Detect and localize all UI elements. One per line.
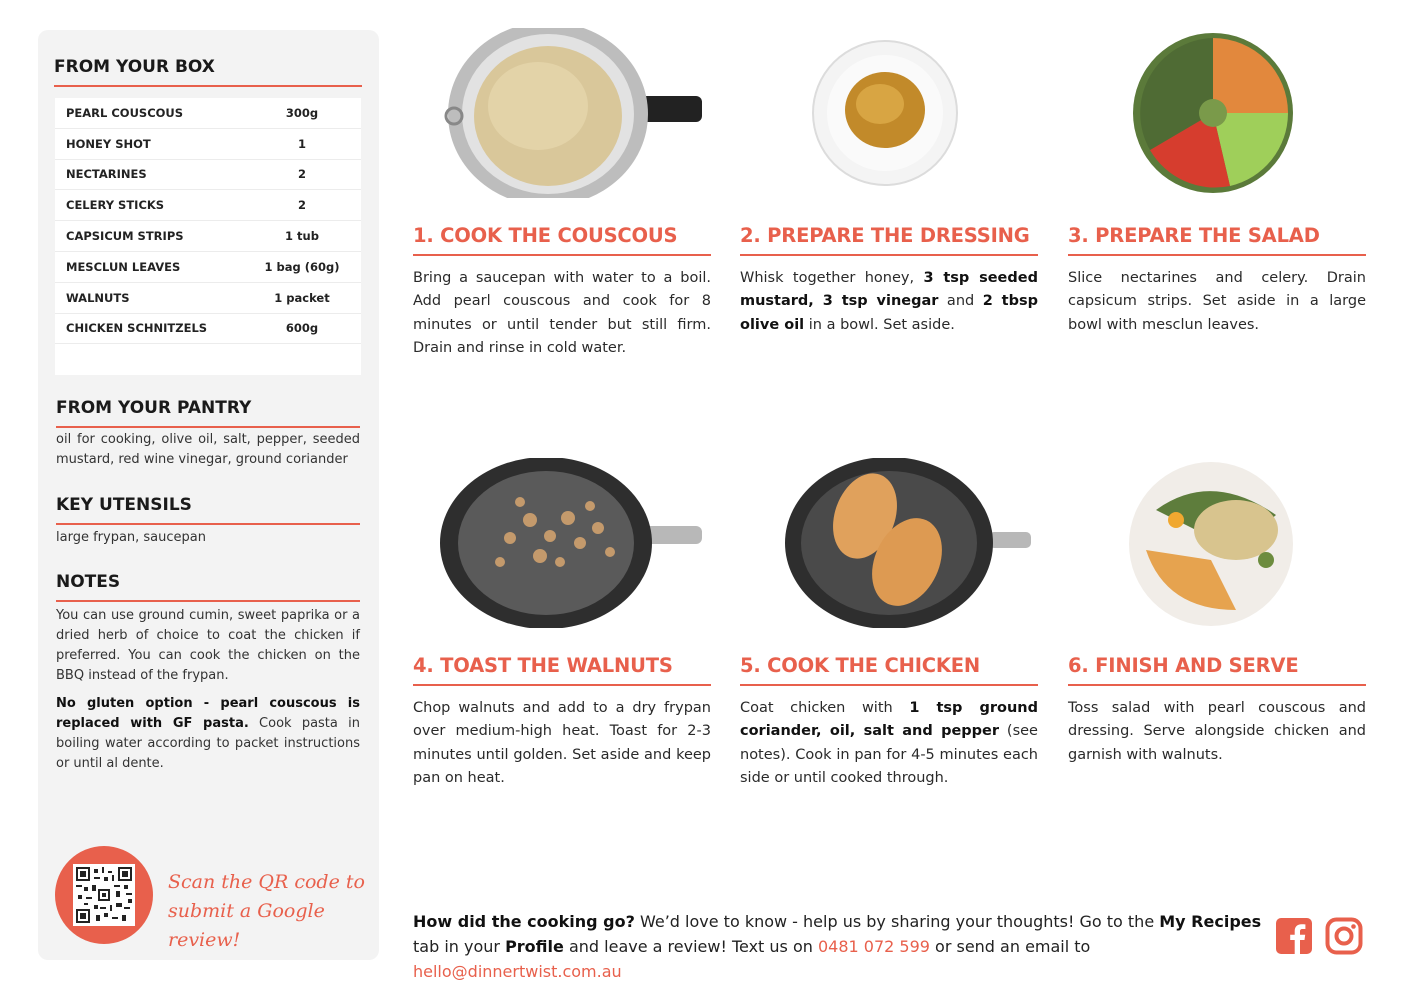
ingredient-row: [55, 190, 361, 221]
ingredient-qty: 1 packet: [274, 290, 330, 305]
step2-text-part: in a bowl. Set aside.: [804, 316, 955, 333]
feedback-part: and leave a review! Text us on: [563, 937, 818, 956]
qr-text-line1: Scan the QR code to: [168, 871, 365, 893]
ingredient-qty: 600g: [285, 321, 319, 336]
ingredient-name: CAPSICUM STRIPS: [66, 229, 184, 244]
step2-title: 2. PREPARE THE DRESSING: [740, 224, 1038, 256]
from-your-box-title: FROM YOUR BOX: [54, 57, 362, 87]
step2-text-bold: 2 tbsp olive oil: [740, 293, 1039, 333]
step3-text: Slice nectarines and celery. Drain capsicum strips. Set aside in a large bowl with mesclun leaves.: [1068, 270, 1366, 333]
ingredient-name: NECTARINES: [66, 167, 147, 182]
qr-code-icon[interactable]: [73, 864, 135, 926]
my-recipes-link: My Recipes: [1159, 912, 1262, 931]
feedback-bold: How did the cooking go?: [413, 912, 635, 931]
pantry-title: FROM YOUR PANTRY: [56, 398, 360, 428]
gluten-free-note-rest: Cook pasta in boiling water according to packet instructions or until al dente.: [56, 716, 360, 771]
facebook-icon[interactable]: [1275, 917, 1313, 955]
notes-title: NOTES: [56, 572, 360, 602]
utensils-title: KEY UTENSILS: [56, 495, 360, 525]
email-link[interactable]: hello@dinnertwist.com.au: [413, 962, 622, 981]
step2-text-part: and: [938, 293, 983, 310]
step2-text-part: Whisk together honey,: [740, 270, 924, 286]
step3-title: 3. PREPARE THE SALAD: [1068, 224, 1366, 256]
step4-text: Chop walnuts and add to a dry frypan over medium-high heat. Toast for 2-3 minutes until golden. Set aside and keep pan on heat.: [413, 700, 711, 787]
feedback-part: tab in your: [413, 937, 506, 956]
instagram-icon[interactable]: [1325, 917, 1363, 955]
finished-plate-image: [1126, 460, 1296, 630]
ingredient-row: [55, 98, 361, 129]
ingredient-name: PEARL COUSCOUS: [66, 105, 184, 120]
ingredient-name: WALNUTS: [66, 290, 130, 305]
step2-text: [740, 267, 1038, 337]
ingredient-qty: 1: [297, 136, 306, 151]
pantry-text: oil for cooking, olive oil, salt, pepper, seeded mustard, red wine vinegar, ground coriander: [56, 432, 360, 467]
step5-text: [740, 697, 1038, 791]
gluten-free-note: [56, 694, 360, 774]
ingredient-row: [55, 252, 361, 283]
step4-title: 4. TOAST THE WALNUTS: [413, 654, 711, 686]
ingredient-qty: 1 bag (60g): [264, 259, 340, 274]
ingredient-qty: 1 tub: [285, 229, 319, 244]
step1-title: 1. COOK THE COUSCOUS: [413, 224, 711, 256]
profile-link: Profile: [505, 937, 564, 956]
ingredient-qty: 300g: [285, 105, 319, 120]
ingredients-table: [55, 98, 361, 375]
ingredient-qty: 2: [297, 167, 306, 182]
ingredient-row: [55, 314, 361, 345]
feedback-text: [413, 909, 1263, 984]
ingredient-name: CELERY STICKS: [66, 198, 165, 213]
sidebar: [38, 30, 379, 960]
step6-title: 6. FINISH AND SERVE: [1068, 654, 1366, 686]
ingredient-row: [55, 129, 361, 160]
chicken-pan-image: [783, 458, 1031, 628]
walnuts-pan-image: [440, 458, 702, 628]
ingredient-name: MESCLUN LEAVES: [66, 259, 181, 274]
ingredient-row: [55, 221, 361, 252]
gluten-free-note-bold: No gluten option - pearl couscous is replaced with GF pasta.: [56, 696, 360, 731]
step5-title: 5. COOK THE CHICKEN: [740, 654, 1038, 686]
qr-text-line2: submit a Google review!: [168, 900, 325, 951]
step1-text: Bring a saucepan with water to a boil. Add pearl couscous and cook for 8 minutes or until tender but still firm. Drain and rinse in cold water.: [413, 270, 711, 357]
utensils-text: large frypan, saucepan: [56, 530, 206, 545]
salad-bowl-image: [1130, 30, 1296, 196]
dressing-bowl-image: [810, 38, 960, 188]
ingredient-row: [55, 283, 361, 314]
notes-text: You can use ground cumin, sweet paprika or a dried herb of choice to coat the chicken if preferred. You can cook the chicken on the BBQ instead of the frypan.: [56, 608, 360, 683]
couscous-strainer-image: [438, 28, 702, 198]
step5-text-part: Coat chicken with: [740, 700, 910, 716]
ingredient-qty: 2: [297, 198, 306, 213]
step5-text-bold: 1 tsp ground coriander, oil, salt and pepper: [740, 700, 1038, 740]
step6-text: Toss salad with pearl couscous and dressing. Serve alongside chicken and garnish with walnuts.: [1068, 700, 1366, 763]
qr-badge[interactable]: [55, 846, 153, 944]
feedback-part: We’d love to know - help us by sharing your thoughts! Go to the: [634, 912, 1160, 931]
ingredient-name: CHICKEN SCHNITZELS: [66, 321, 208, 336]
ingredient-row: [55, 160, 361, 191]
ingredient-name: HONEY SHOT: [66, 136, 151, 151]
step5-text-part: (see notes). Cook in pan for 4-5 minutes each side or until cooked through.: [740, 723, 1038, 787]
feedback-part: or send an email to: [929, 937, 1091, 956]
step2-text-bold: 3 tsp seeded mustard, 3 tsp vinegar: [740, 270, 1038, 310]
qr-review-text: [168, 868, 368, 955]
phone-number-link[interactable]: 0481 072 599: [817, 937, 930, 956]
